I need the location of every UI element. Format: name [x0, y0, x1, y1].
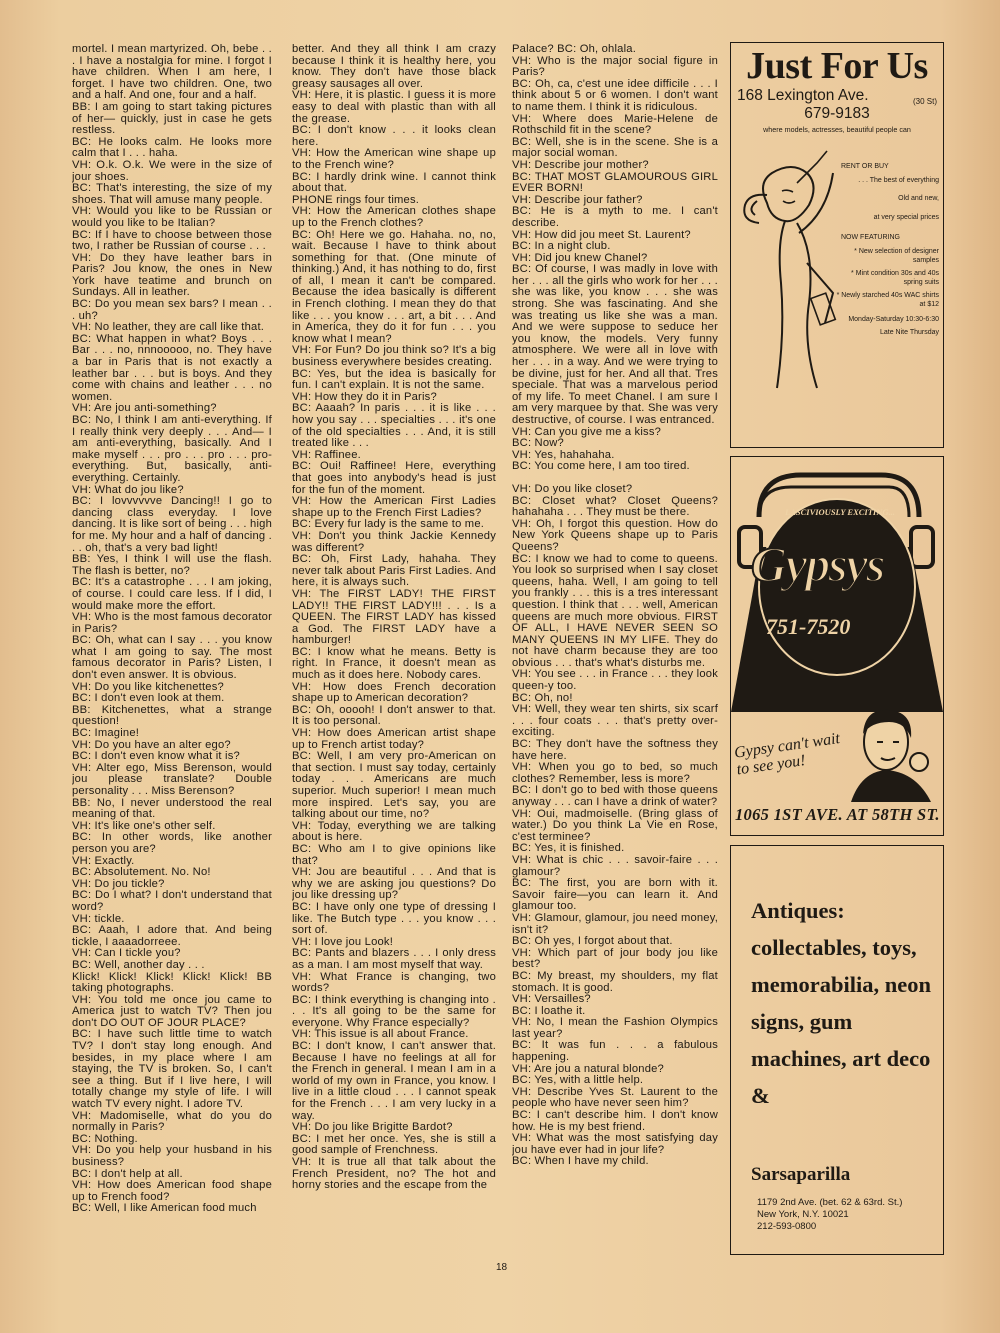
interview-paragraph: VH: Today, everything we are talking about is here.: [292, 819, 496, 844]
interview-paragraph: Palace? BC: Oh, ohlala.: [512, 44, 637, 55]
interview-paragraph: BC: I think everything is changing into . . . It's all going to be the same for everyone. Why France especially?: [292, 993, 496, 1029]
interview-paragraph: VH: For Fun? Do jou think so? It's a big business everywhere besides creating.: [292, 344, 496, 369]
interview-paragraph: BC: Now?: [512, 437, 564, 450]
interview-paragraph: BC: Well, I am very pro-American on that section. I must say today, certainly today . . . Americans are much superior. Much superior! I mean much more inspired. Let's say, you are talking about our time, no?: [292, 750, 496, 821]
interview-paragraph: BC: In a night club.: [512, 240, 611, 253]
interview-paragraph: BC: Of course, I was madly in love with her . . . all the girls who work for her . . . she was like, you know . . . she was strong. She was fascinating. And she was treating us like she was a man. And we were suppose to seduce her you know, the models. Very funny atmosphere. We were all in love with her . . . in a way. And we were trying to be divine, just for her. And all that. Tres speciale. That was a marvelous period of my life. To meet Chanel. I am sure I am very marquee by that. She was very destructive, of course. I was entranced.: [512, 263, 718, 426]
ad-list-item: * Mint condition 30s and 40s spring suits: [851, 270, 939, 286]
interview-paragraph: VH: How the American wine shape up to the French wine?: [292, 147, 496, 171]
interview-paragraph: VH: How the American First Ladies shape up to the French First Ladies?: [292, 495, 496, 519]
interview-paragraph: VH: When you go to bed, so much clothes? Remember, less is more?: [512, 761, 718, 785]
interview-paragraph: BB: Yes, I think I will use the flash. The flash is better, no?: [72, 553, 272, 577]
interview-paragraph: VH: Well, they wear ten shirts, six scarf . . . four coats . . . that's pretty over-exciting.: [512, 703, 718, 739]
interview-paragraph: BB: Kitchenettes, what a strange question!: [72, 703, 272, 728]
interview-paragraph: BC: Nothing.: [72, 1132, 138, 1145]
interview-paragraph: VH: Madomiselle, what do you do normally in Paris?: [72, 1109, 272, 1134]
ad-logo-wordmark: Gypsys: [751, 536, 884, 592]
interview-paragraph: VH: How does American artist shape up to French artist today?: [292, 727, 496, 751]
interview-paragraph: VH: Don't you think Jackie Kennedy was different?: [292, 529, 496, 554]
ad-feature-list: [831, 163, 939, 343]
interview-paragraph: VH: Oh, I forgot this question. How do New York Queens shape up to Paris Queens?: [512, 517, 718, 553]
interview-column-3: [512, 44, 718, 1259]
interview-paragraph: BC: Aaah, I adore that. And being tickle, I aaaadorreee.: [72, 924, 272, 948]
ad-phone: 751-7520: [766, 614, 851, 639]
interview-paragraph: VH: Who is the major social figure in Paris?: [512, 54, 718, 79]
interview-paragraph: VH: This issue is all about France.: [292, 1028, 469, 1041]
interview-column-2: [292, 44, 496, 1259]
interview-paragraph: BC: My breast, my shoulders, my flat stomach. It is good.: [512, 969, 718, 994]
ad-list-item: NOW FEATURING: [841, 234, 900, 242]
interview-paragraph: BC: I loathe it.: [512, 1004, 586, 1017]
ad-phone: 679-9183: [804, 105, 870, 122]
interview-paragraph: VH: Exactly.: [72, 854, 135, 867]
interview-paragraph: VH: How does American food shape up to French food?: [72, 1179, 272, 1203]
interview-paragraph: VH: Describe jour father?: [512, 193, 643, 206]
interview-paragraph: BC: I don't even look at them.: [72, 692, 225, 705]
interview-paragraph: VH: You see . . . in France . . . they look queen-y too.: [512, 668, 718, 693]
ad-address-line: New York, N.Y. 10021: [757, 1209, 849, 1220]
interview-paragraph: VH: Versailles?: [512, 993, 591, 1006]
interview-paragraph: VH: No, I mean the Fashion Olympics last year?: [512, 1016, 718, 1040]
ad-street: 168 Lexington Ave.: [737, 87, 869, 104]
interview-paragraph: BB: No, I never understood the real meaning of that.: [72, 796, 272, 821]
interview-paragraph: VH: Which part of jour body jou like best?: [512, 946, 718, 971]
interview-paragraph: VH: What was the most satisfying day jou have ever had in jour life?: [512, 1132, 718, 1156]
interview-paragraph: BC: You come here, I am too tired.: [512, 460, 690, 473]
interview-paragraph: BC: I have only one type of dressing I like. The Butch type . . . you know . . . sort of.: [292, 900, 496, 937]
interview-paragraph: VH: Jou are beautiful . . . And that is why we are asking jou questions? Do jou like dressing up?: [292, 866, 496, 902]
interview-paragraph: VH: It is true all that talk about the French President, no? The hot and horny stories and the escape from the: [292, 1156, 496, 1192]
interview-paragraph: VH: Do jou tickle?: [72, 877, 165, 890]
ad-slogan: LASCIVIOUSLY EXCITING...: [785, 507, 895, 517]
interview-paragraph: BC: Yes, with a little help.: [512, 1074, 644, 1087]
ad-list-item: Late Nite Thursday: [879, 329, 939, 337]
just-for-us-ad: [730, 42, 944, 448]
interview-paragraph: BC: Pants and blazers . . . I only dress as a man. I am most myself that way.: [292, 947, 496, 971]
interview-paragraph: VH: It's like one's other self.: [72, 819, 216, 832]
interview-paragraph: Klick! Klick! Klick! Klick! Klick! BB taking photographs.: [72, 970, 272, 995]
interview-paragraph: BC: I know we had to come to queens. You look so surprised when I say closet queens, haha. Well, I am going to tell you frankly . . . this is a tres interessant question. I think that . . . well, American queens are much more obvious. FIRST OF ALL, I HAVE NEVER SEEN SO MANY QUEENS IN MY LIFE. They do not have charm because they are too obvious . . . that's what's disturbs me.: [512, 552, 718, 669]
page-number: 18: [496, 1262, 508, 1273]
interview-paragraph: BC: THAT MOST GLAMOUROUS GIRL EVER BORN!: [512, 170, 718, 195]
interview-paragraph: VH: Raffinee.: [292, 448, 361, 461]
interview-paragraph: VH: What do jou like?: [72, 483, 184, 496]
interview-paragraph: VH: Did jou knew Chanel?: [512, 251, 648, 264]
interview-paragraph: VH: The FIRST LADY! THE FIRST LADY!! THE FIRST LADY!!! . . . Is a QUEEN. The FIRST LADY has kissed a God. The FIRST LADY have a hamburger!: [292, 587, 496, 647]
interview-paragraph: BC: Oh! Here we go. Hahaha. no, no, wait. Because I have to think about something for that. (One minute of thinking.) And, it has nothing to do, first of all, I mean it can't be compared. Because the idea basically is different in French clothing. I mean they do that like . . . you know . . . art, a bit . . . And in America, they do it for fun . . . you know what I mean?: [292, 228, 496, 345]
interview-paragraph: VH: Oui, madmoiselle. (Bring glass of water.) Do you think La Vie en Rose, c'est terminee?: [512, 807, 718, 843]
interview-paragraph: VH: Here, it is plastic. I guess it is more easy to deal with plastic than with all the grease.: [292, 89, 496, 125]
ad-list-item: * New selection of designer samples: [854, 247, 939, 264]
interview-paragraph: VH: Can you give me a kiss?: [512, 425, 662, 438]
interview-paragraph: VH: What is chic . . . savoir-faire . . . glamour?: [512, 853, 718, 878]
interview-paragraph: VH: Do you like closet?: [512, 482, 633, 495]
interview-paragraph: VH: Do they have leather bars in Paris? Jou know, the ones in New York have teatime and brunch on Sundays. All in leather.: [72, 251, 272, 299]
interview-paragraph: better. And they all think I am crazy because I think it is healthy here, you know. They don't have those black greasy sausages all over.: [292, 44, 496, 90]
interview-paragraph: BC: Imagine!: [72, 727, 140, 740]
interview-paragraph: BC: He looks calm. He looks more calm that I . . . haha.: [72, 135, 272, 160]
interview-paragraph: VH: Do you have an alter ego?: [72, 738, 231, 751]
interview-paragraph: BC: I don't even know what it is?: [72, 750, 240, 763]
interview-paragraph: VH: You told me once jou came to America just to watch TV? Then jou don't DO OUT OF JOUR PLACE?: [72, 993, 272, 1029]
interview-paragraph: BC: I lovvvvvve Dancing!! I go to dancing class everyday. I love dancing. It is like sort of being . . . high for me. My hour and a half of dancing . . . oh, that's a very bad light!: [72, 495, 272, 554]
interview-paragraph: VH: How does French decoration shape up to American decoration?: [292, 680, 496, 705]
portrait-illustration: [841, 702, 941, 802]
interview-paragraph: BC: Absolutement. No. No!: [72, 866, 211, 879]
interview-paragraph: VH: How they do it in Paris?: [292, 390, 437, 403]
interview-paragraph: BC: I have such little time to watch TV? I don't stay long enough. And besides, in my place where I am staying, the TV is broken. So, I can't see a thing. But if I live here, I will totally change my style of life. I will watch TV every night. I adore TV.: [72, 1028, 272, 1111]
interview-paragraph: BC: Yes, it is finished.: [512, 842, 625, 855]
interview-paragraph: BC: Oh, ooooh! I don't answer to that. It is too personal.: [292, 703, 496, 728]
interview-paragraph: BC: Aaaah? In paris . . . it is like . . . how you say . . . specialties . . . it's one of the old specialties . . . And, it is still treated like . . .: [292, 402, 496, 450]
interview-paragraph: BC: Oh, no!: [512, 691, 573, 704]
interview-paragraph: VH: Who is the most famous decorator in Paris?: [72, 611, 272, 635]
interview-paragraph: mortel. I mean martyrized. Oh, bebe . . . I have a nostalgia for mine. I forgot I have children. When I am here, I forget. I have two children. One, two and a half. And one, four and a half.: [72, 44, 272, 102]
interview-paragraph: VH: Would you like to be Russian or would you like to be Italian?: [72, 205, 272, 229]
interview-paragraph: BC: If I have to choose between those two, I rather be Russian of course . . .: [72, 228, 272, 253]
interview-paragraph: BB: I am going to start taking pictures of her— quickly, just in case he gets restless.: [72, 100, 272, 137]
interview-paragraph: BC: It was fun . . . a fabulous happening.: [512, 1039, 718, 1064]
interview-paragraph: BC: I don't know . . . it looks clean here.: [292, 124, 496, 148]
interview-paragraph: VH: How did jou meet St. Laurent?: [512, 228, 691, 241]
ad-cross-street: (30 St): [912, 97, 937, 106]
interview-paragraph: PHONE rings four times.: [292, 193, 420, 206]
interview-paragraph: VH: O.k. O.k. We were in the size of jour shoes.: [72, 158, 272, 183]
interview-paragraph: BC: Oh yes, I forgot about that.: [512, 935, 673, 948]
interview-paragraph: VH: Alter ego, Miss Berenson, would jou please translate? Double personality . . . Miss Berenson?: [72, 761, 272, 797]
interview-paragraph: BC: Well, I like American food much: [72, 1202, 257, 1215]
interview-paragraph: BC: No, I think I am anti-everything. If I really think very deeply . . . And— I am anti-everything, basically. And I make myself . . . pro . . . pro . . . pro-everything. But, basically, anti-everything. Certainly.: [72, 414, 272, 484]
interview-paragraph: VH: Are jou a natural blonde?: [512, 1062, 664, 1075]
interview-paragraph: VH: How the American clothes shape up to the French clothes?: [292, 205, 496, 229]
interview-paragraph: BC: It's a catastrophe . . . I am joking, of course. I could care less. If I did, I would make more the effort.: [72, 576, 272, 612]
interview-paragraph: BC: I don't know, I can't answer that. Because I have no feelings at all for the French in general. I mean I am in a world of my own in France, you know. I live in a little cloud . . . I cannot speak for the French . . . I am very lucky in a way.: [292, 1040, 496, 1122]
interview-paragraph: BC: What happen in what? Boys . . . Bar . . . no, nnnooooo, no. They have a bar in Paris that is not exactly a leather bar . . . but is boys. And they come with chains and leather . . . no women.: [72, 332, 272, 403]
interview-paragraph: BC: I don't go to bed with those queens anyway . . . can I have a drink of water?: [512, 784, 718, 808]
ad-list-item: . . . The best of everything: [858, 176, 939, 184]
interview-paragraph: BC: Who am I to give opinions like that?: [292, 842, 496, 867]
interview-paragraph: BC: Well, she is in the scene. She is a major social woman.: [512, 135, 718, 160]
interview-paragraph: VH: Where does Marie-Helene de Rothschild fit in the scene?: [512, 112, 718, 137]
ad-body-text: Antiques: collectables, toys, memorabilia, neon signs, gum machines, art deco &: [751, 898, 931, 1108]
interview-paragraph: VH: Can I tickle you?: [72, 947, 181, 960]
interview-paragraph: VH: Yes, hahahaha.: [512, 448, 615, 461]
interview-paragraph: BC: Do I what? I don't understand that word?: [72, 889, 272, 913]
ad-list-item: * Newly starched 40s WAC shirts at $12: [836, 292, 939, 308]
ad-script-text: Gypsy can't wait to see you!: [733, 729, 842, 779]
interview-paragraph: VH: Describe Yves St. Laurent to the people who have never seen him?: [512, 1085, 718, 1110]
interview-paragraph: BC: I met her once. Yes, she is still a good sample of Frenchness.: [292, 1132, 496, 1157]
interview-paragraph: VH: Describe jour mother?: [512, 158, 649, 171]
interview-paragraph: VH: Do you help your husband in his business?: [72, 1144, 272, 1168]
antiques-ad: [730, 845, 944, 1255]
interview-paragraph: VH: What France is changing, two words?: [292, 970, 496, 995]
interview-paragraph: VH: I love jou Look!: [292, 935, 394, 948]
interview-paragraph: BC: Well, another day . . .: [72, 958, 205, 971]
ad-phone: 212-593-0800: [757, 1221, 817, 1232]
interview-paragraph: BC: I hardly drink wine. I cannot think about that.: [292, 170, 496, 195]
interview-paragraph: BC: Closet what? Closet Queens? hahahaha . . . They must be there.: [512, 494, 718, 519]
interview-paragraph: BC: I can't describe him. I don't know how. He is my best friend.: [512, 1109, 718, 1133]
ad-list-item: at very special prices: [873, 213, 939, 221]
interview-paragraph: BC: Oui! Raffinee! Here, everything that goes into anybody's head is just for the fun of the moment.: [292, 460, 496, 496]
interview-paragraph: VH: tickle.: [72, 912, 125, 925]
interview-paragraph: VH: Do you like kitchenettes?: [72, 680, 224, 693]
interview-paragraph: VH: Are jou anti-something?: [72, 402, 217, 415]
ad-address: [731, 87, 943, 105]
ad-list-item: Old and new,: [898, 195, 939, 203]
interview-paragraph: BC: Oh, First Lady, hahaha. They never talk about Paris First Ladies. And here, it is always such.: [292, 553, 496, 589]
ad-title: Just For Us: [746, 45, 928, 87]
interview-paragraph: BC: In other words, like another person you are?: [72, 831, 272, 855]
ad-list-item: RENT OR BUY: [841, 163, 889, 170]
interview-paragraph: BC: Yes, but the idea is basically for fun. I can't explain. It is not the same.: [292, 367, 496, 392]
interview-paragraph: BC: That's interesting, the size of my shoes. That will amuse many people.: [72, 182, 272, 206]
ad-address: [757, 1197, 902, 1233]
interview-paragraph: BC: They don't have the softness they have here.: [512, 738, 718, 762]
ad-list-item: Monday-Saturday 10:30-6:30: [848, 315, 939, 323]
interview-paragraph: BC: I know what he means. Betty is right. In France, it doesn't mean as much as it does here. Nobody cares.: [292, 645, 496, 682]
ad-tagline: where models, actresses, beautiful people can: [763, 125, 911, 134]
interview-paragraph: BC: The first, you are born with it. Savoir faire—you can learn it. And glamour too.: [512, 877, 718, 913]
interview-paragraph: VH: Glamour, glamour, jou need money, isn't it?: [512, 911, 718, 936]
gypsys-ad: [730, 456, 944, 836]
ad-address-line: 1179 2nd Ave. (bet. 62 & 63rd. St.): [757, 1197, 903, 1208]
interview-paragraph: BC: Every fur lady is the same to me.: [292, 518, 485, 531]
interview-paragraph: BC: I don't help at all.: [72, 1167, 183, 1180]
interview-paragraph: BC: Oh, what can I say . . . you know what I am going to say. The most famous decorator in Paris? Listen, I don't even answer. It is obvious.: [72, 634, 272, 682]
interview-paragraph: VH: Do jou like Brigitte Bardot?: [292, 1121, 453, 1134]
ad-store-name: Sarsaparilla: [751, 1164, 851, 1185]
interview-column-1: [72, 44, 272, 1259]
interview-paragraph: VH: No leather, they are call like that.: [72, 321, 265, 334]
interview-paragraph: BC: Do you mean sex bars? I mean . . . uh?: [72, 298, 272, 322]
interview-paragraph: BC: He is a myth to me. I can't describe.: [512, 205, 718, 229]
interview-paragraph: BC: Oh, ca, c'est une idee difficile . . . I think about 5 or 6 women. I don't want to name them. I think it is ridiculous.: [512, 77, 718, 113]
interview-paragraph: BC: When I have my child.: [512, 1155, 649, 1168]
ad-address: 1065 1ST AVE. AT 58TH ST.: [735, 805, 940, 824]
